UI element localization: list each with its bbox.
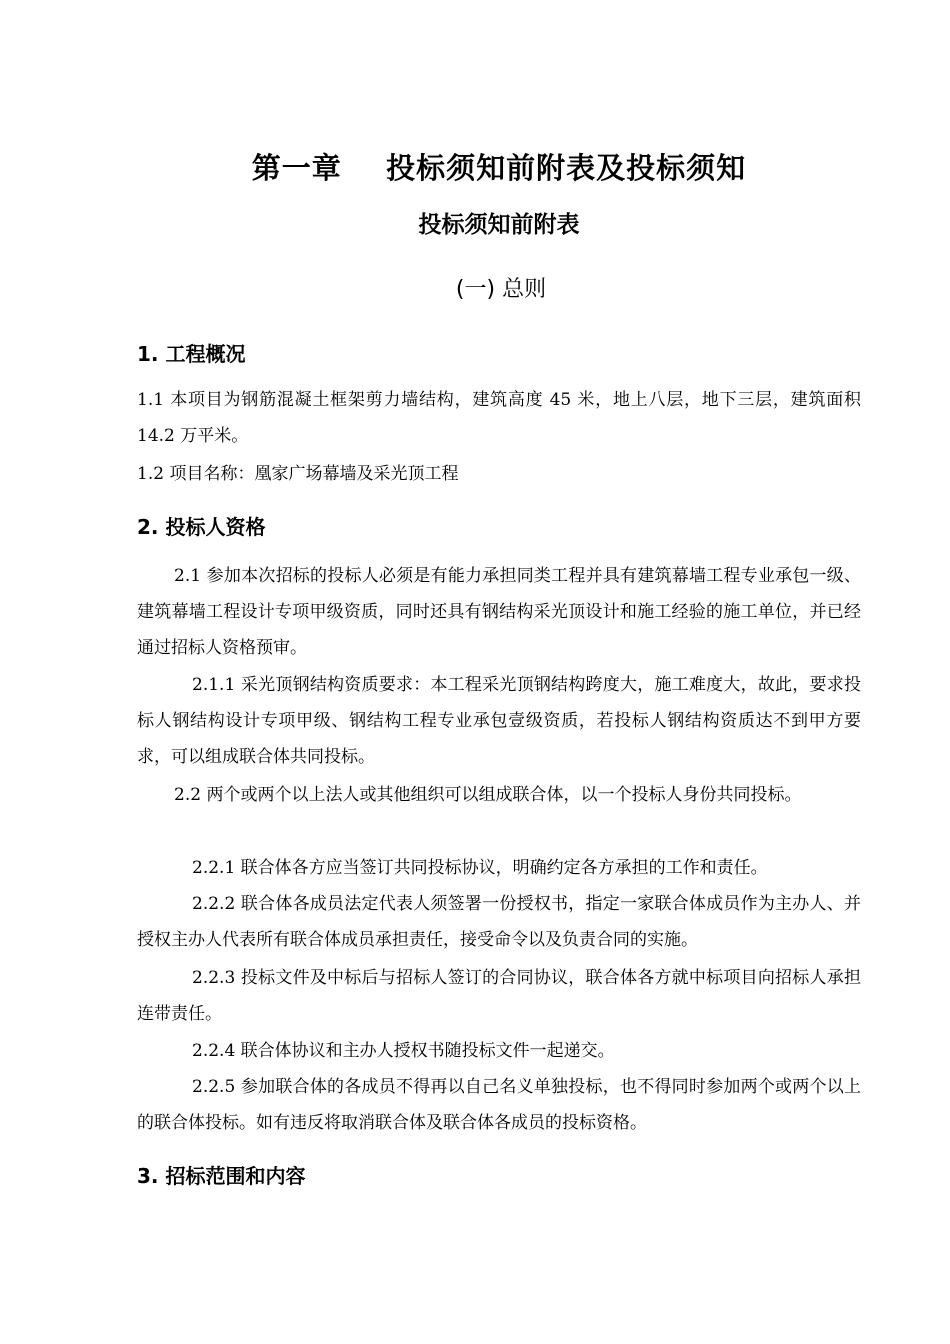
chapter-title: 第一章 投标须知前附表及投标须知: [251, 151, 747, 185]
section-title-general: (一) 总则: [455, 277, 547, 302]
paragraph-2-1: 2.1 参加本次招标的投标人必须是有能力承担同类工程并具有建筑幕墙工程专业承包一级、建筑幕墙工程设计专项甲级资质，同时还具有钢结构采光顶设计和施工经验的施工单位，并已经通过招标人资格预审。: [137, 566, 861, 658]
heading-bidder-qualification: 2. 投标人资格: [137, 515, 266, 539]
paragraph-2-2-2: 2.2.2 联合体各成员法定代表人须签署一份授权书，指定一家联合体成员作为主办人、并授权主办人代表所有联合体成员承担责任，接受命令以及负责合同的实施。: [137, 894, 861, 950]
heading-project-overview: 1. 工程概况: [137, 342, 246, 366]
heading-tender-scope: 3. 招标范围和内容: [137, 1164, 306, 1188]
paragraph-2-1-1: 2.1.1 采光顶钢结构资质要求：本工程采光顶钢结构跨度大，施工难度大，故此，要求投标人钢结构设计专项甲级、钢结构工程专业承包壹级资质，若投标人钢结构资质达不到甲方要求，可以组成联合体共同投标。: [137, 675, 861, 767]
paragraph-2-2-5: 2.2.5 参加联合体的各成员不得再以自己名义单独投标，也不得同时参加两个或两个以上的联合体投标。如有违反将取消联合体及联合体各成员的投标资格。: [137, 1077, 861, 1133]
document-subtitle: 投标须知前附表: [418, 212, 580, 238]
paragraph-2-2-3: 2.2.3 投标文件及中标后与招标人签订的合同协议，联合体各方就中标项目向招标人承担连带责任。: [137, 968, 861, 1024]
paragraph-2-2: 2.2 两个或两个以上法人或其他组织可以组成联合体，以一个投标人身份共同投标。: [174, 785, 802, 805]
paragraph-1-2: 1.2 项目名称：凰家广场幕墙及采光顶工程: [137, 464, 459, 484]
paragraph-1-1: 1.1 本项目为钢筋混凝土框架剪力墙结构，建筑高度 45 米，地上八层，地下三层，建筑面积 14.2 万平米。: [137, 390, 861, 446]
paragraph-2-2-4: 2.2.4 联合体协议和主办人授权书随投标文件一起递交。: [192, 1041, 615, 1061]
paragraph-2-2-1: 2.2.1 联合体各方应当签订共同投标协议，明确约定各方承担的工作和责任。: [192, 858, 768, 878]
